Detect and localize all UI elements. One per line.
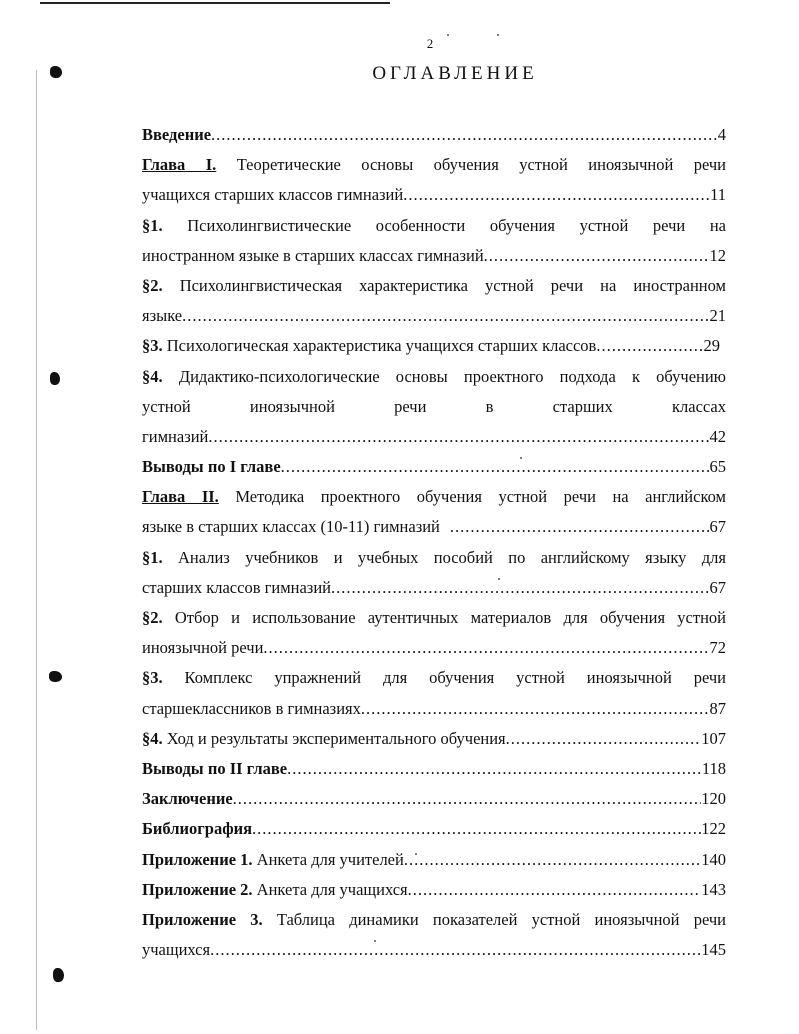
toc-label: §2. xyxy=(142,275,163,295)
toc-title: учащихся старших классов гимназий xyxy=(142,185,404,205)
toc-label: §4. xyxy=(142,366,163,386)
toc-entry-ch2-conclusions[interactable] xyxy=(142,754,726,784)
toc-entry-chapter-1[interactable] xyxy=(142,150,726,180)
toc-title: Методика проектного обучения устной речи на английском xyxy=(235,487,726,507)
toc-page-number: 120 xyxy=(701,789,726,809)
toc-word: речи xyxy=(394,396,427,416)
toc-title: Анализ учебников и учебных пособий по английскому языку для xyxy=(178,547,726,567)
leader-dots xyxy=(210,935,701,965)
leader-dots xyxy=(404,845,701,875)
toc-entry-ch2-section-2-cont[interactable] xyxy=(142,633,726,663)
leader-dots xyxy=(403,180,710,210)
toc-title: языке в старших классах (10-11) гимназий xyxy=(142,517,440,537)
toc-title: старших классов гимназий xyxy=(142,577,331,597)
toc-entry-ch1-section-4[interactable] xyxy=(142,362,726,392)
toc-label: Введение xyxy=(142,125,212,144)
leader-dots xyxy=(596,331,703,361)
leader-dots xyxy=(208,422,709,452)
toc-entry-chapter-2-cont[interactable] xyxy=(142,512,726,542)
toc-page-number: 118 xyxy=(701,758,726,778)
toc-page-number: 29 xyxy=(703,336,720,356)
toc-entry-ch1-section-1[interactable] xyxy=(142,211,726,241)
toc-entry-ch1-section-4-end[interactable] xyxy=(142,422,726,452)
toc-title: старшеклассников в гимназиях xyxy=(142,698,361,718)
toc-entry-ch2-section-2[interactable] xyxy=(142,603,726,633)
hole-punch-mark xyxy=(50,372,60,385)
toc-label: §4. xyxy=(142,728,163,748)
toc-page-number: 143 xyxy=(701,879,726,899)
leader-dots xyxy=(361,694,710,724)
toc-label: §3. xyxy=(142,336,163,356)
toc-label: §2. xyxy=(142,608,163,627)
toc-label: Приложение 2. xyxy=(142,879,253,899)
toc-page-number: 21 xyxy=(709,306,726,326)
toc-entry-ch1-conclusions[interactable] xyxy=(142,452,726,482)
toc-title: учащихся xyxy=(142,940,211,960)
hole-punch-mark xyxy=(49,671,62,682)
toc-entry-bibliography[interactable] xyxy=(142,814,726,844)
leader-dots xyxy=(287,754,702,784)
toc-title: Комплекс упражнений для обучения устной иноязычной речи xyxy=(184,668,726,688)
toc-label: §1. xyxy=(142,547,163,567)
toc-entry-ch1-section-2[interactable] xyxy=(142,271,726,301)
toc-word: устной xyxy=(142,396,191,416)
toc-word: старших xyxy=(552,396,613,416)
leader-dots xyxy=(263,633,709,663)
toc-title: гимназий xyxy=(142,426,209,446)
toc-title: иноязычной речи xyxy=(142,638,264,658)
scan-speck xyxy=(447,34,449,36)
toc-label: Приложение 3. xyxy=(142,909,263,929)
toc-entry-ch1-section-2-cont[interactable] xyxy=(142,301,726,331)
toc-page-number: 145 xyxy=(701,940,726,960)
leader-dots xyxy=(331,573,710,603)
toc-entry-ch2-section-3-cont[interactable] xyxy=(142,694,726,724)
toc-title: Анкета для учащихся xyxy=(256,879,408,899)
toc-page-number: 87 xyxy=(709,698,726,718)
toc-entry-chapter-2[interactable] xyxy=(142,482,726,512)
toc-title: языке xyxy=(142,306,183,326)
toc-entry-chapter-1-cont[interactable] xyxy=(142,180,726,210)
toc-page-number: 42 xyxy=(709,426,726,446)
toc-label: Глава II. xyxy=(142,487,219,507)
toc-title: иностранном языке в старших классах гимназий xyxy=(142,245,484,265)
toc-page-number: 72 xyxy=(709,638,726,658)
leader-dots xyxy=(506,724,702,754)
toc-label: Выводы по I главе xyxy=(142,457,281,477)
toc-page-number: 67 xyxy=(709,577,726,597)
toc-entry-ch2-section-1[interactable] xyxy=(142,543,726,573)
toc-entry-appendix-1[interactable] xyxy=(142,845,726,875)
leader-dots xyxy=(484,241,710,271)
toc-page-number: 65 xyxy=(709,457,726,477)
toc-label: §1. xyxy=(142,215,163,235)
toc-title: Таблица динамики показателей устной иноязычной речи xyxy=(276,909,726,929)
leader-dots xyxy=(252,814,701,844)
toc-entry-appendix-3-cont[interactable] xyxy=(142,935,726,965)
toc-title: Психолингвистическая характеристика устной речи на иностранном xyxy=(179,275,726,295)
toc-word: иноязычной xyxy=(249,396,335,416)
toc-title: Психологическая характеристика учащихся старших классов xyxy=(166,336,597,356)
leader-dots xyxy=(281,452,710,482)
toc-label: Библиография xyxy=(142,819,253,839)
toc-label: Приложение 1. xyxy=(142,849,253,869)
toc-title: Теоретические основы обучения устной иноязычной речи xyxy=(236,155,726,175)
toc-word: в xyxy=(485,396,494,416)
toc-label: §3. xyxy=(142,668,163,688)
toc-word: классах xyxy=(672,396,726,416)
page-number: 2 xyxy=(426,36,434,51)
toc-entry-ch1-section-3[interactable] xyxy=(142,331,720,361)
hole-punch-mark xyxy=(53,968,64,982)
toc-label: Глава I. xyxy=(142,155,217,175)
toc-title: Ход и результаты экспериментального обучения xyxy=(166,728,506,748)
hole-punch-mark xyxy=(50,66,62,78)
leader-dots xyxy=(233,784,702,814)
toc-entry-intro[interactable] xyxy=(142,120,726,150)
toc-entry-appendix-3[interactable] xyxy=(142,905,726,935)
toc-page-number: 11 xyxy=(710,185,726,205)
toc-page-number: 107 xyxy=(701,728,726,748)
page-title: ОГЛАВЛЕНИЕ xyxy=(372,63,538,84)
toc-page-number: 140 xyxy=(701,849,726,869)
toc-title: Отбор и использование аутентичных материалов для обучения устной xyxy=(174,608,726,627)
scan-speck xyxy=(497,34,499,36)
top-rule xyxy=(40,2,390,4)
toc-entry-ch2-section-3[interactable] xyxy=(142,663,726,693)
toc-label: Заключение xyxy=(142,789,233,809)
toc-entry-ch1-section-4-cont[interactable] xyxy=(142,392,726,422)
toc-entry-conclusion[interactable] xyxy=(142,784,726,814)
table-of-contents xyxy=(142,120,726,965)
toc-page-number: 4 xyxy=(717,125,726,144)
toc-page-number: 67 xyxy=(709,517,726,537)
toc-entry-appendix-2[interactable] xyxy=(142,875,726,905)
toc-entry-ch2-section-4[interactable] xyxy=(142,724,726,754)
toc-title: Анкета для учителей xyxy=(256,849,404,869)
toc-title: Психолингвистические особенности обучения устной речи на xyxy=(187,215,726,235)
leader-dots xyxy=(182,301,709,331)
leader-dots xyxy=(211,120,718,150)
toc-entry-ch2-section-1-cont[interactable] xyxy=(142,573,726,603)
left-margin-line xyxy=(36,70,37,1030)
leader-dots xyxy=(440,512,710,542)
toc-title: Дидактико-психологические основы проектного подхода к обучению xyxy=(178,366,726,386)
toc-page-number: 12 xyxy=(709,245,726,265)
leader-dots xyxy=(408,875,702,905)
toc-entry-ch1-section-1-cont[interactable] xyxy=(142,241,726,271)
toc-page-number: 122 xyxy=(701,819,726,839)
toc-label: Выводы по II главе xyxy=(142,758,288,778)
